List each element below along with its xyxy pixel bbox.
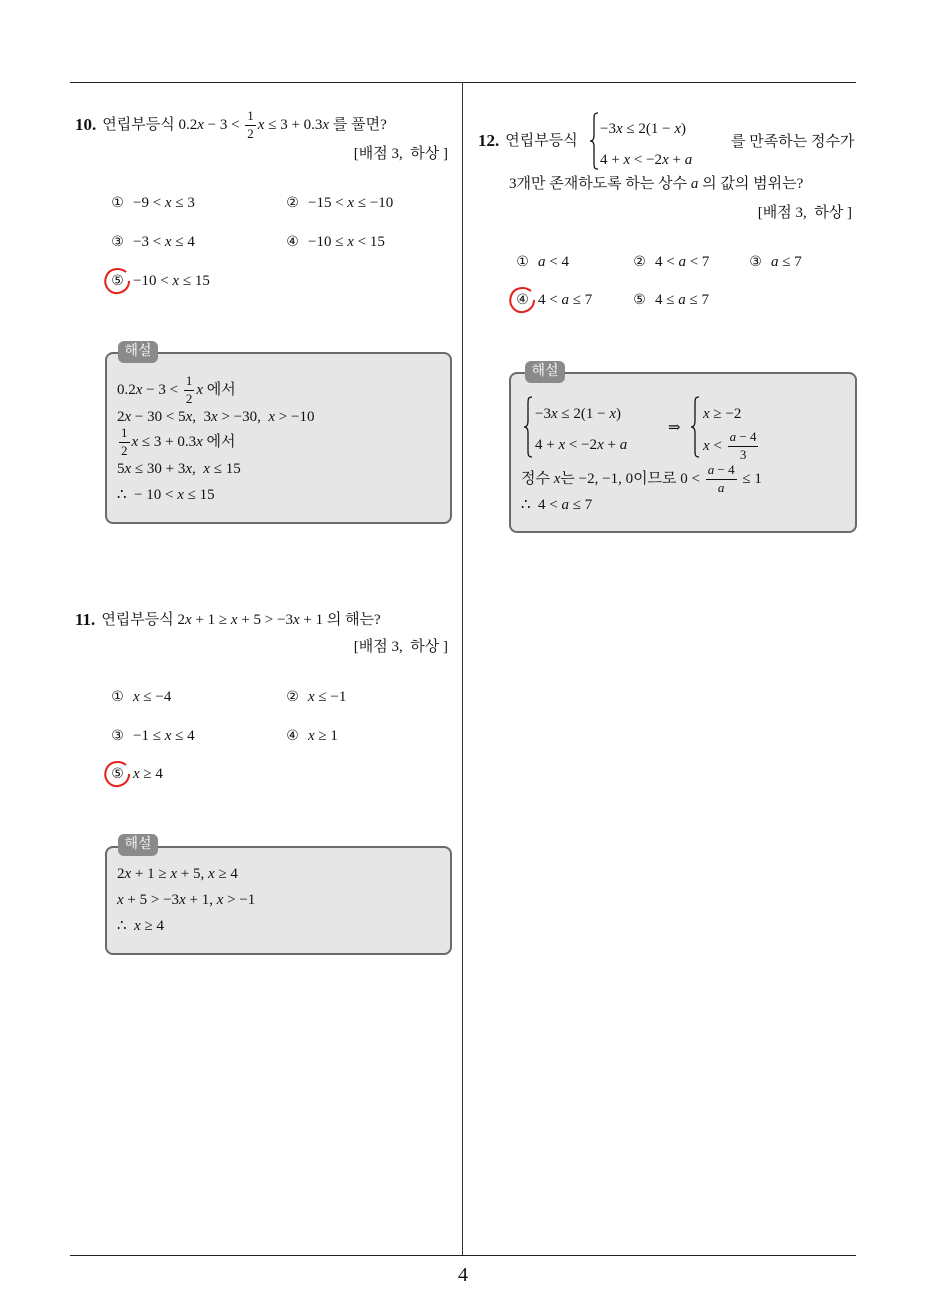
choice-4	[285, 726, 338, 746]
choice-text: −1 ≤ x ≤ 4	[133, 727, 195, 744]
page-number: 4	[458, 1264, 468, 1286]
fraction-numerator: 1	[245, 109, 256, 126]
solution-text: 정수 x는 −2, −1, 0이므로 0 <	[521, 471, 704, 487]
stem-line-2	[509, 175, 803, 193]
choice-text: 4 < a < 7	[655, 253, 710, 270]
fraction-denominator: 3	[739, 446, 747, 462]
choice-1	[110, 193, 195, 213]
choice-text: a ≤ 7	[771, 253, 802, 270]
choice-5	[632, 290, 709, 310]
answer-circle-mark	[103, 759, 133, 789]
system-line	[703, 430, 760, 462]
system-line	[600, 151, 692, 169]
solution-line	[117, 424, 236, 458]
choice-marker: ⑤	[111, 273, 124, 289]
solution-line	[521, 496, 592, 514]
system-line	[535, 405, 621, 423]
problem-number: 12.	[478, 130, 500, 150]
stem-tail: 를 만족하는 정수가	[731, 134, 855, 150]
fraction	[728, 430, 759, 463]
problem-number: 11.	[75, 609, 96, 629]
choice-marker: ④	[286, 728, 299, 744]
score-note: [배점 3, 하상 ]	[353, 638, 448, 655]
stem-text: 3개만 존재하도록 하는 상수 a 의 값의 범위는?	[509, 176, 804, 192]
choice-text: −10 < x ≤ 15	[133, 272, 210, 289]
solution-text: ∴ 4 < a ≤ 7	[521, 497, 593, 513]
choice-1	[110, 687, 171, 707]
fraction-numerator: a − 4	[728, 430, 759, 447]
left-brace-icon	[589, 112, 599, 170]
solution-text: x ≤ 3 + 0.3x 에서	[131, 434, 236, 450]
stem-text: 연립부등식 0.2x − 3 <	[102, 117, 244, 133]
choice-text: −9 < x ≤ 3	[133, 194, 195, 211]
stem-text: 연립부등식 2x + 1 ≥ x + 5 > −3x + 1 의 해는?	[101, 612, 381, 628]
choice-marker: ①	[516, 254, 529, 270]
choice-1	[515, 252, 569, 272]
choice-marker: ②	[633, 254, 646, 270]
choice-3	[110, 726, 195, 746]
fraction-numerator: 1	[119, 426, 130, 443]
fraction-numerator: 1	[184, 374, 195, 391]
fraction	[706, 463, 737, 496]
solution-label: 해설	[118, 834, 158, 856]
problem-12-stem	[478, 131, 578, 151]
choice-marker: ④	[516, 292, 529, 308]
choice-marker: ③	[111, 234, 124, 250]
left-brace-icon	[690, 396, 700, 458]
problem-10-stem	[75, 107, 387, 143]
system-line	[600, 120, 686, 138]
solution-text: 5x ≤ 30 + 3x, x ≤ 15	[117, 461, 241, 477]
system-line	[703, 405, 741, 423]
choice-text: −15 < x ≤ −10	[308, 194, 394, 211]
choice-marker: ①	[111, 195, 124, 211]
system-inequality: 4 + x < −2x + a	[600, 152, 693, 168]
answer-circle-mark	[103, 266, 133, 296]
system-inequality: −3x ≤ 2(1 − x)	[600, 121, 686, 137]
system-inequality: x <	[703, 438, 726, 454]
fraction-denominator: 2	[185, 390, 193, 406]
solution-line	[117, 372, 236, 406]
choice-marker: ②	[286, 689, 299, 705]
problem-number: 10.	[75, 114, 97, 134]
choice-2	[632, 252, 709, 272]
stem-text: x ≤ 3 + 0.3x 를 풀면?	[257, 117, 387, 133]
choice-text: x ≤ −1	[308, 688, 347, 705]
stem-text	[731, 133, 854, 151]
solution-line	[117, 486, 215, 504]
choice-3	[110, 232, 195, 252]
problem-11-stem	[75, 610, 381, 630]
solution-label: 해설	[118, 341, 158, 363]
choice-text: 4 < a ≤ 7	[538, 291, 593, 308]
fraction	[184, 374, 195, 407]
solution-line	[117, 865, 238, 883]
solution-line	[117, 917, 164, 935]
solution-text: x + 5 > −3x + 1, x > −1	[117, 892, 256, 908]
fraction	[119, 426, 130, 459]
solution-line	[117, 891, 255, 909]
fraction-denominator: a	[717, 479, 725, 495]
choice-marker: ③	[111, 728, 124, 744]
solution-text: ≤ 1	[738, 471, 762, 487]
choice-marker: ①	[111, 689, 124, 705]
system-inequality: −3x ≤ 2(1 − x)	[535, 406, 621, 422]
choice-marker: ②	[286, 195, 299, 211]
choice-text: x ≥ 1	[308, 727, 338, 744]
solution-line	[117, 408, 314, 426]
fraction-numerator: a − 4	[706, 463, 737, 480]
score-note: [배점 3, 하상 ]	[757, 204, 852, 221]
system-line	[535, 436, 627, 454]
choice-3	[748, 252, 802, 272]
column-divider	[462, 82, 463, 1255]
choice-marker: ⑤	[633, 292, 646, 308]
choice-text: x ≥ 4	[133, 765, 163, 782]
fraction-denominator: 2	[121, 442, 128, 458]
choice-4	[285, 232, 385, 252]
solution-line	[521, 463, 762, 495]
solution-label: 해설	[525, 361, 565, 383]
system-inequality: x ≥ −2	[703, 406, 742, 422]
choice-text: −10 ≤ x < 15	[308, 233, 385, 250]
choice-marker: ④	[286, 234, 299, 250]
solution-text: 0.2x − 3 <	[117, 382, 182, 398]
solution-text: 2x − 30 < 5x, 3x > −30, x > −10	[117, 409, 315, 425]
choice-2	[285, 193, 393, 213]
solution-line	[117, 460, 241, 478]
top-rule	[70, 82, 856, 83]
system-inequality: 4 + x < −2x + a	[535, 437, 628, 453]
choice-marker: ③	[749, 254, 762, 270]
solution-text: x 에서	[196, 382, 236, 398]
answer-circle-mark	[508, 285, 538, 315]
fraction-denominator: 2	[247, 125, 254, 141]
stem-text: 연립부등식	[505, 133, 578, 149]
fraction	[245, 109, 256, 142]
choice-text: a < 4	[538, 253, 569, 270]
implies-icon: ⇒	[668, 420, 681, 436]
score-note: [배점 3, 하상 ]	[353, 145, 448, 162]
choice-text: 4 ≤ a ≤ 7	[655, 291, 709, 308]
choice-marker: ⑤	[111, 766, 124, 782]
choice-2	[285, 687, 346, 707]
choice-text: x ≤ −4	[133, 688, 172, 705]
solution-text: ∴ x ≥ 4	[117, 918, 164, 934]
implies-arrow	[668, 419, 681, 437]
bottom-rule	[70, 1255, 856, 1256]
solution-text: ∴ − 10 < x ≤ 15	[117, 487, 215, 503]
left-brace-icon	[523, 396, 533, 458]
solution-text: 2x + 1 ≥ x + 5, x ≥ 4	[117, 866, 238, 882]
choice-text: −3 < x ≤ 4	[133, 233, 195, 250]
